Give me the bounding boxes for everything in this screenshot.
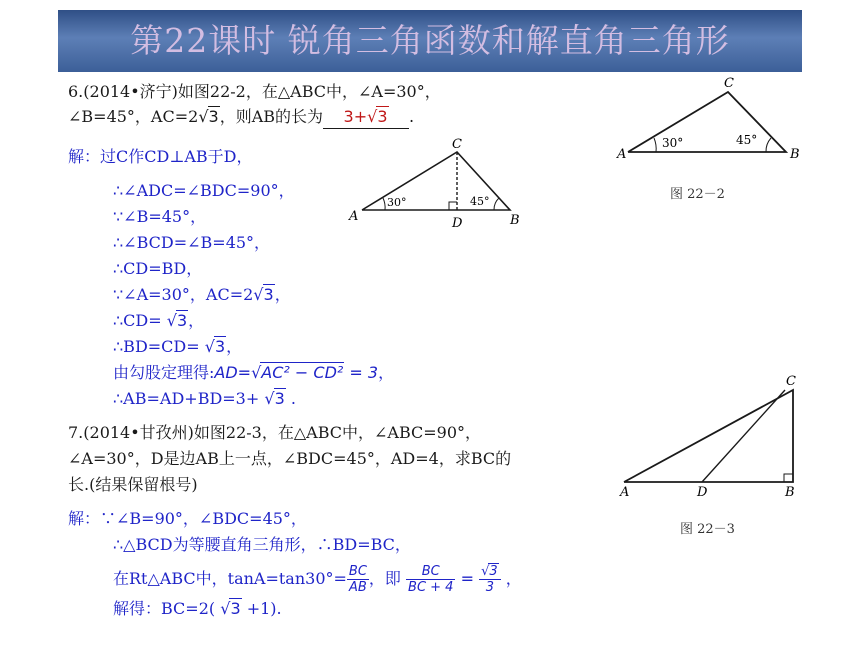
q6-step8 — [113, 362, 394, 384]
sqrt-radicand: 3 — [263, 285, 274, 304]
segment-cd — [702, 390, 785, 482]
sqrt-radicand: 3 — [214, 337, 226, 356]
frac3-den: 3 — [485, 580, 494, 595]
figure-22-3 — [610, 365, 810, 545]
sqrt-symbol: √3 — [253, 285, 274, 304]
triangle-abc — [628, 92, 786, 152]
label-b: B — [790, 147, 800, 162]
angle-a-label: 30° — [387, 196, 407, 209]
q7-step4-end: +1). — [246, 599, 282, 618]
figure-solution — [340, 135, 540, 235]
angle-b-label: 45° — [470, 195, 490, 208]
right-angle-mark — [449, 202, 457, 210]
figure-caption: 图 22－3 — [680, 522, 735, 537]
right-angle-mark — [784, 474, 793, 482]
sqrt-radicand: 3 — [208, 107, 219, 126]
angle-a-arc — [654, 138, 656, 152]
angle-b-arc — [494, 198, 499, 210]
q6-step6 — [113, 310, 204, 332]
q6-step9-end: . — [290, 389, 296, 408]
angle-a-arc — [383, 198, 385, 210]
figure-22-2 — [600, 70, 810, 210]
q6-line1: 6.(2014•济宁)如图22-2，在△ABC中，∠A=30°， — [68, 82, 441, 101]
q6-step8-sqrt: √AC² − CD² — [251, 363, 344, 382]
sqrt-symbol: √3 — [166, 311, 188, 330]
sqrt-symbol: √3 — [264, 389, 285, 408]
q6-step1: ∴∠ADC=∠BDC=90°， — [113, 181, 295, 200]
frac2-den: BC + 4 — [408, 580, 454, 595]
triangle-abc — [624, 390, 793, 482]
q6-step8-pre: 由勾股定理得: — [113, 363, 215, 382]
q7-step3-mid: ，即 — [368, 569, 401, 588]
q6-step5-pre: ∵∠A=30°，AC=2 — [113, 285, 254, 304]
q7-line1: 7.(2014•甘孜州)如图22-3，在△ABC中，∠ABC=90°， — [68, 423, 482, 442]
sqrt-symbol: √3 — [204, 337, 226, 356]
angle-b-label: 45° — [736, 133, 758, 147]
label-d: D — [697, 485, 708, 500]
sqrt-symbol: √3 — [198, 107, 219, 126]
angle-b-arc — [766, 138, 771, 152]
q6-step8-tail: = 3 — [349, 363, 379, 382]
q6-step5 — [113, 284, 291, 306]
q6-step9-pre: ∴AB=AD+BD=3+ — [113, 389, 260, 408]
label-a: A — [620, 485, 630, 500]
q6-step9 — [113, 388, 296, 410]
q6-line2 — [68, 106, 414, 129]
label-c: C — [452, 137, 462, 152]
q7-step4-pre: 解得：BC=2( — [113, 599, 216, 618]
frac3-num-radicand: 3 — [489, 564, 498, 579]
q6-line2-pre: ∠B=45°，AC=2 — [68, 107, 199, 126]
fraction-bc-bc4 — [406, 564, 455, 595]
label-d: D — [452, 216, 463, 231]
q6-step7-pre: ∴BD=CD= — [113, 337, 200, 356]
angle-a-label: 30° — [662, 136, 684, 150]
q7-solution-step4 — [113, 598, 282, 620]
label-b: B — [510, 213, 520, 228]
q7-line3: 长.(结果保留根号) — [68, 475, 198, 494]
q7-step3-pre: 在Rt△ABC中，tanA=tan30°= — [113, 569, 347, 588]
frac1-num: BC — [348, 564, 367, 579]
q7-solution-step1: 解：∵∠B=90°，∠BDC=45°， — [68, 509, 307, 528]
frac3-num: √3 — [479, 564, 501, 580]
q6-step8-ad: AD= — [214, 363, 252, 382]
label-c: C — [786, 374, 796, 389]
label-c: C — [724, 76, 734, 91]
q7-solution-step2: ∴△BCD为等腰直角三角形，∴BD=BC， — [113, 535, 411, 554]
figure-caption: 图 22－2 — [670, 187, 725, 202]
label-a: A — [617, 147, 627, 162]
q6-line2-mid: ，则AB的长为 — [219, 107, 324, 126]
q7-step3-eq: = — [460, 569, 474, 588]
q6-answer-radicand: 3 — [377, 107, 388, 126]
label-a: A — [349, 209, 359, 224]
q7-solution-step3 — [113, 560, 522, 598]
q6-answer: 3+√3 — [323, 106, 409, 129]
q6-answer-pre: 3+ — [343, 107, 368, 126]
sqrt-radicand: 3 — [230, 599, 241, 618]
q6-step4: ∴CD=BD， — [113, 259, 203, 278]
sqrt-radicand: 3 — [176, 311, 188, 330]
q6-step2: ∵∠B=45°， — [113, 207, 207, 226]
q7-step3-end: ， — [505, 569, 522, 588]
label-b: B — [785, 485, 795, 500]
frac2-num: BC — [406, 564, 455, 580]
q6-step6-end: ， — [188, 311, 205, 330]
q6-step8-radicand: AC² − CD² — [261, 363, 344, 382]
q6-step6-pre: ∴CD= — [113, 311, 162, 330]
q7-line2: ∠A=30°，D是边AB上一点，∠BDC=45°，AD=4，求BC的 — [68, 449, 512, 468]
q6-step7-end: ， — [226, 337, 243, 356]
title-banner — [58, 10, 802, 72]
fraction-sqrt3-3 — [479, 564, 501, 595]
q6-step7 — [113, 336, 242, 358]
q6-line2-end: . — [409, 107, 415, 126]
q6-step8-end: ， — [378, 363, 395, 382]
sqrt-symbol: √3 — [220, 599, 241, 618]
q6-step3: ∴∠BCD=∠B=45°， — [113, 233, 271, 252]
q6-solution-intro: 解：过C作CD⊥AB于D， — [68, 147, 253, 166]
sqrt-radicand: 3 — [274, 389, 285, 408]
q6-step5-end: ， — [274, 285, 291, 304]
frac1-den: AB — [349, 580, 367, 595]
fraction-bc-ab — [347, 564, 369, 595]
page-title: 第22课时 锐角三角函数和解直角三角形 — [130, 21, 730, 60]
